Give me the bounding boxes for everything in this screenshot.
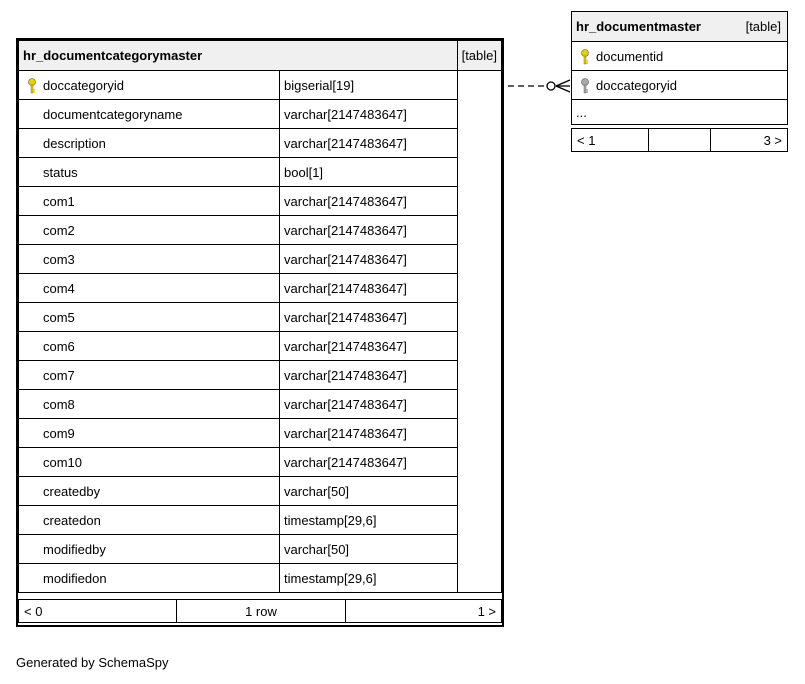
child-table-footer: [571, 128, 788, 152]
table-row[interactable]: [19, 535, 502, 564]
column-type: bool[1]: [280, 158, 458, 187]
main-table-grid: [18, 40, 502, 593]
table-row[interactable]: [19, 245, 502, 274]
table-row[interactable]: [19, 129, 502, 158]
crowfoot-lower: [556, 86, 570, 92]
table-row[interactable]: [19, 274, 502, 303]
column-type: timestamp[29,6]: [280, 506, 458, 535]
row-count: 1 row: [176, 600, 346, 623]
table-row[interactable]: [19, 100, 502, 129]
parents-count[interactable]: < 1: [572, 129, 649, 152]
column-name[interactable]: com1: [19, 187, 280, 216]
column-name[interactable]: createdon: [19, 506, 280, 535]
child-table-name[interactable]: hr_documentmaster: [576, 19, 701, 34]
column-name[interactable]: createdby: [19, 477, 280, 506]
main-table-footer: [18, 599, 502, 623]
column-type: varchar[2147483647]: [280, 129, 458, 158]
more-columns-row: [572, 100, 788, 125]
table-row[interactable]: [19, 187, 502, 216]
column-name[interactable]: description: [19, 129, 280, 158]
ellipsis: ...: [572, 100, 788, 125]
table-type-tag: [table]: [745, 19, 781, 34]
crowfoot-upper: [556, 80, 570, 86]
column-type: varchar[2147483647]: [280, 245, 458, 274]
column-type: varchar[2147483647]: [280, 274, 458, 303]
zero-cardinality-marker: [547, 82, 555, 90]
table-row[interactable]: [19, 477, 502, 506]
table-row[interactable]: [572, 42, 788, 71]
column-type: varchar[2147483647]: [280, 216, 458, 245]
column-type: varchar[2147483647]: [280, 419, 458, 448]
column-type: varchar[2147483647]: [280, 361, 458, 390]
column-rows: [19, 71, 502, 593]
table-header: [572, 12, 788, 42]
column-name[interactable]: com5: [19, 303, 280, 332]
column-name[interactable]: com9: [19, 419, 280, 448]
table-row[interactable]: [19, 158, 502, 187]
column-name[interactable]: status: [19, 158, 280, 187]
table-type-tag: [table]: [457, 41, 501, 71]
table-row[interactable]: [19, 419, 502, 448]
table-row[interactable]: [19, 564, 502, 593]
column-name[interactable]: com8: [19, 390, 280, 419]
column-name[interactable]: documentid: [572, 42, 788, 71]
table-row[interactable]: [19, 361, 502, 390]
table-row[interactable]: [19, 390, 502, 419]
table-header: [19, 41, 502, 71]
column-name[interactable]: documentcategoryname: [19, 100, 280, 129]
column-name[interactable]: com10: [19, 448, 280, 477]
foreign-key-icon: [580, 78, 590, 94]
parents-count[interactable]: < 0: [19, 600, 177, 623]
primary-key-icon: [580, 49, 590, 65]
column-name[interactable]: com2: [19, 216, 280, 245]
column-type: varchar[50]: [280, 535, 458, 564]
column-type: varchar[2147483647]: [280, 187, 458, 216]
column-name[interactable]: modifiedon: [19, 564, 280, 593]
table-row[interactable]: [19, 448, 502, 477]
column-filler: [457, 71, 501, 593]
column-name[interactable]: doccategoryid: [572, 71, 788, 100]
column-type: varchar[50]: [280, 477, 458, 506]
primary-key-icon: [27, 78, 37, 94]
column-rows: [572, 42, 788, 100]
column-name[interactable]: com3: [19, 245, 280, 274]
table-row[interactable]: [19, 332, 502, 361]
column-type: timestamp[29,6]: [280, 564, 458, 593]
table-row[interactable]: [19, 216, 502, 245]
column-name[interactable]: doccategoryid: [19, 71, 280, 100]
table-row[interactable]: [19, 303, 502, 332]
column-type: varchar[2147483647]: [280, 390, 458, 419]
column-name[interactable]: modifiedby: [19, 535, 280, 564]
column-type: varchar[2147483647]: [280, 448, 458, 477]
column-type: varchar[2147483647]: [280, 100, 458, 129]
table-row[interactable]: [19, 71, 502, 100]
table-row[interactable]: [572, 71, 788, 100]
row-count: [648, 129, 711, 152]
generated-by-note: Generated by SchemaSpy: [16, 655, 169, 670]
child-table-grid: [571, 11, 788, 125]
column-type: varchar[2147483647]: [280, 303, 458, 332]
children-count[interactable]: 1 >: [346, 600, 502, 623]
table-name[interactable]: [572, 12, 788, 42]
table-row[interactable]: [19, 506, 502, 535]
column-type: bigserial[19]: [280, 71, 458, 100]
children-count[interactable]: 3 >: [711, 129, 788, 152]
column-name[interactable]: com4: [19, 274, 280, 303]
column-name[interactable]: com6: [19, 332, 280, 361]
column-type: varchar[2147483647]: [280, 332, 458, 361]
table-name[interactable]: hr_documentcategorymaster: [19, 41, 458, 71]
column-name[interactable]: com7: [19, 361, 280, 390]
